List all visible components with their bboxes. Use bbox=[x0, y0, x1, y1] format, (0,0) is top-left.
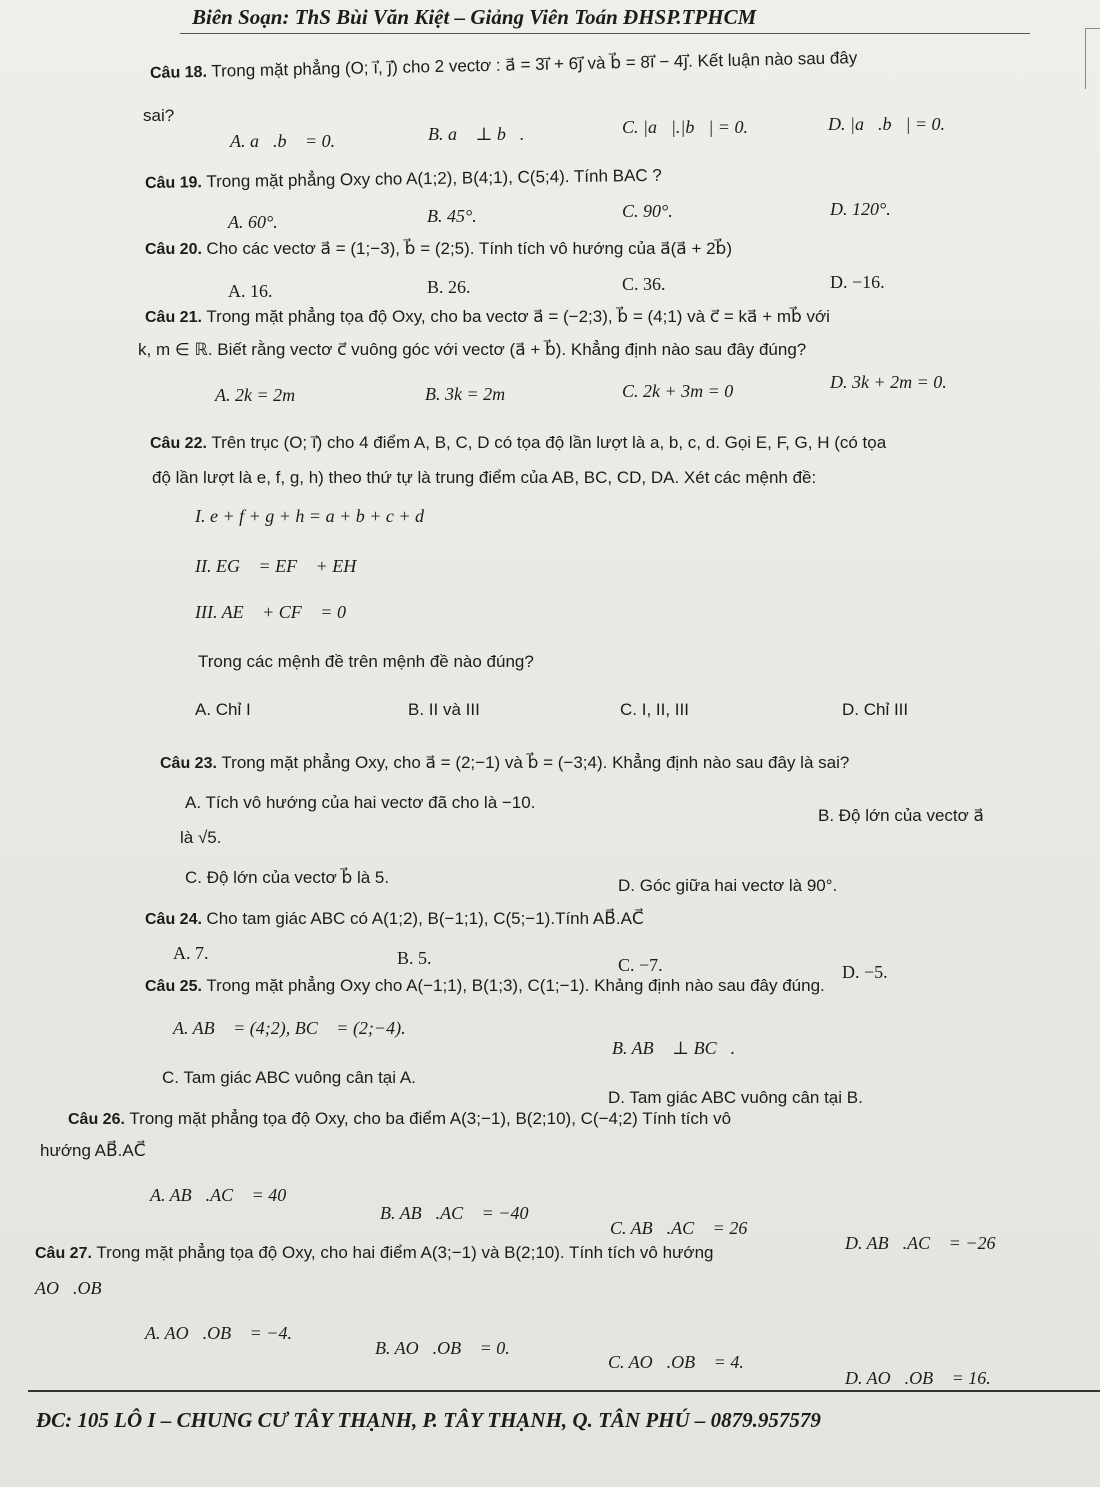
q19-option-d: D. 120°. bbox=[830, 199, 891, 219]
q18-option-d: D. |a⃗.b⃗| = 0. bbox=[828, 114, 946, 134]
footer-address: ĐC: 105 LÔ I – CHUNG CƯ TÂY THẠNH, P. TÂY THẠNH, Q. TÂN PHÚ – 0879.957579 bbox=[36, 1408, 821, 1432]
q21-option-c: C. 2k + 3m = 0 bbox=[622, 381, 734, 401]
q19-option-a: A. 60°. bbox=[228, 212, 278, 232]
question-26-stem-cont: hướng AB⃗.AC⃗ bbox=[40, 1141, 146, 1160]
question-27-stem-cont: AO⃗.OB⃗ bbox=[35, 1278, 116, 1298]
q22-option-b: B. II và III bbox=[408, 700, 480, 719]
q26-option-d: D. AB⃗.AC⃗ = −26 bbox=[845, 1233, 996, 1253]
q25-option-a: A. AB⃗ = (4;2), BC⃗ = (2;−4). bbox=[173, 1018, 406, 1038]
q21-option-a: A. 2k = 2m bbox=[215, 385, 296, 405]
question-18-stem-cont: sai? bbox=[143, 106, 175, 125]
question-23 bbox=[160, 752, 849, 773]
q27-option-c: C. AO⃗.OB⃗ = 4. bbox=[608, 1352, 744, 1372]
question-24 bbox=[145, 908, 644, 929]
question-21 bbox=[145, 306, 830, 327]
q18-option-b: B. a⃗ ⊥ b⃗. bbox=[428, 124, 525, 144]
q21-option-b: B. 3k = 2m bbox=[425, 384, 506, 404]
q22-statement-1: I. e + f + g + h = a + b + c + d bbox=[195, 506, 424, 526]
question-label: Câu 21. bbox=[145, 309, 202, 326]
q25-option-d: D. Tam giác ABC vuông cân tại B. bbox=[608, 1088, 863, 1107]
q27-option-b: B. AO⃗.OB⃗ = 0. bbox=[375, 1338, 510, 1358]
question-label: Câu 25. bbox=[145, 978, 202, 995]
question-19 bbox=[145, 165, 662, 193]
q26-option-a: A. AB⃗.AC⃗ = 40 bbox=[150, 1185, 287, 1205]
q26-option-c: C. AB⃗.AC⃗ = 26 bbox=[610, 1218, 748, 1238]
q19-option-c: C. 90°. bbox=[622, 201, 673, 221]
question-label: Câu 27. bbox=[35, 1245, 92, 1262]
q22-option-c: C. I, II, III bbox=[620, 700, 689, 719]
question-label: Câu 23. bbox=[160, 755, 217, 772]
question-stem: Trong mặt phẳng Oxy, cho a⃗ = (2;−1) và b⃗ = (−3;4). Khẳng định nào sau đây là sai? bbox=[221, 753, 850, 772]
q27-option-a: A. AO⃗.OB⃗ = −4. bbox=[145, 1323, 292, 1343]
question-stem: Trên trục (O; i⃗) cho 4 điểm A, B, C, D có tọa độ lần lượt là a, b, c, d. Gọi E, F, G, H (có tọa bbox=[211, 433, 887, 452]
q22-statement-3: III. AE⃗ + CF⃗ = 0⃗ bbox=[195, 602, 360, 622]
q22-option-a: A. Chỉ I bbox=[195, 700, 251, 719]
question-22-ask: Trong các mệnh đề trên mệnh đề nào đúng? bbox=[198, 652, 534, 671]
question-stem: Trong mặt phẳng tọa độ Oxy, cho ba điểm A(3;−1), B(2;10), C(−4;2) Tính tích vô bbox=[129, 1109, 732, 1128]
q20-option-a: A. 16. bbox=[228, 281, 273, 301]
q23-option-b-cont: là √5. bbox=[180, 828, 222, 847]
q23-option-c: C. Độ lớn của vectơ b⃗ là 5. bbox=[185, 868, 390, 887]
q24-option-c: C. −7. bbox=[618, 955, 663, 975]
question-27 bbox=[35, 1242, 714, 1263]
question-stem: Trong mặt phẳng Oxy cho A(1;2), B(4;1), C(5;4). Tính BAC ? bbox=[206, 165, 662, 192]
question-26 bbox=[68, 1108, 731, 1129]
question-stem: Cho tam giác ABC có A(1;2), B(−1;1), C(5;−1).Tính AB⃗.AC⃗ bbox=[206, 909, 644, 928]
q19-option-b: B. 45°. bbox=[427, 206, 477, 226]
question-label: Câu 24. bbox=[145, 911, 202, 928]
q23-option-b: B. Độ lớn của vectơ a⃗ bbox=[818, 806, 984, 825]
page-corner-fold bbox=[1085, 28, 1100, 89]
question-stem: Cho các vectơ a⃗ = (1;−3), b⃗ = (2;5). Tính tích vô hướng của a⃗(a⃗ + 2b⃗) bbox=[206, 239, 733, 258]
question-label: Câu 26. bbox=[68, 1111, 125, 1128]
question-label: Câu 22. bbox=[150, 435, 207, 452]
q24-option-a: A. 7. bbox=[173, 943, 209, 963]
question-25 bbox=[145, 975, 825, 996]
q18-option-a: A. a⃗.b⃗ = 0. bbox=[230, 131, 336, 151]
q18-option-c: C. |a⃗|.|b⃗| = 0. bbox=[622, 117, 748, 137]
question-stem: Trong mặt phẳng tọa độ Oxy, cho hai điểm A(3;−1) và B(2;10). Tính tích vô hướng bbox=[96, 1243, 714, 1262]
q20-option-c: C. 36. bbox=[622, 274, 666, 294]
question-label: Câu 18. bbox=[149, 63, 208, 82]
question-22-stem-cont: độ lần lượt là e, f, g, h) theo thứ tự là trung điểm của AB, BC, CD, DA. Xét các mệnh đề: bbox=[152, 468, 817, 487]
q22-statement-2: II. EG⃗ = EF⃗ + EH⃗ bbox=[195, 556, 371, 576]
question-22 bbox=[150, 432, 886, 453]
question-stem: Trong mặt phẳng Oxy cho A(−1;1), B(1;3), C(1;−1). Khảng định nào sau đây đúng. bbox=[206, 976, 825, 995]
q27-option-d: D. AO⃗.OB⃗ = 16. bbox=[845, 1368, 991, 1388]
page-header bbox=[180, 3, 1030, 34]
q23-option-d: D. Góc giữa hai vectơ là 90°. bbox=[618, 876, 838, 895]
question-21-stem-cont: k, m ∈ ℝ. Biết rằng vectơ c⃗ vuông góc với vectơ (a⃗ + b⃗). Khẳng định nào sau đây đúng? bbox=[138, 340, 807, 359]
q20-option-d: D. −16. bbox=[830, 272, 885, 292]
question-stem: Trong mặt phẳng (O; i⃗, j⃗) cho 2 vectơ : a⃗ = 3i⃗ + 6j⃗ và b⃗ = 8i⃗ − 4j⃗. Kết luận nào sau đây bbox=[211, 48, 858, 81]
q25-option-c: C. Tam giác ABC vuông cân tại A. bbox=[162, 1068, 416, 1087]
q23-option-a: A. Tích vô hướng của hai vectơ đã cho là −10. bbox=[185, 793, 536, 812]
header-text: Biên Soạn: ThS Bùi Văn Kiệt – Giảng Viên Toán ĐHSP.TPHCM bbox=[192, 5, 757, 29]
question-stem: Trong mặt phẳng tọa độ Oxy, cho ba vectơ a⃗ = (−2;3), b⃗ = (4;1) và c⃗ = ka⃗ + mb⃗ với bbox=[206, 307, 830, 326]
q24-option-d: D. −5. bbox=[842, 962, 888, 982]
q22-option-d: D. Chỉ III bbox=[842, 700, 909, 719]
q21-option-d: D. 3k + 2m = 0. bbox=[830, 372, 947, 392]
q20-option-b: B. 26. bbox=[427, 277, 471, 297]
q25-option-b: B. AB⃗ ⊥ BC⃗. bbox=[612, 1038, 736, 1058]
question-18 bbox=[150, 47, 858, 83]
question-20 bbox=[145, 238, 732, 259]
q26-option-b: B. AB⃗.AC⃗ = −40 bbox=[380, 1203, 529, 1223]
q24-option-b: B. 5. bbox=[397, 948, 432, 968]
question-label: Câu 19. bbox=[144, 174, 203, 192]
question-label: Câu 20. bbox=[145, 241, 202, 258]
page-footer bbox=[28, 1390, 1100, 1482]
